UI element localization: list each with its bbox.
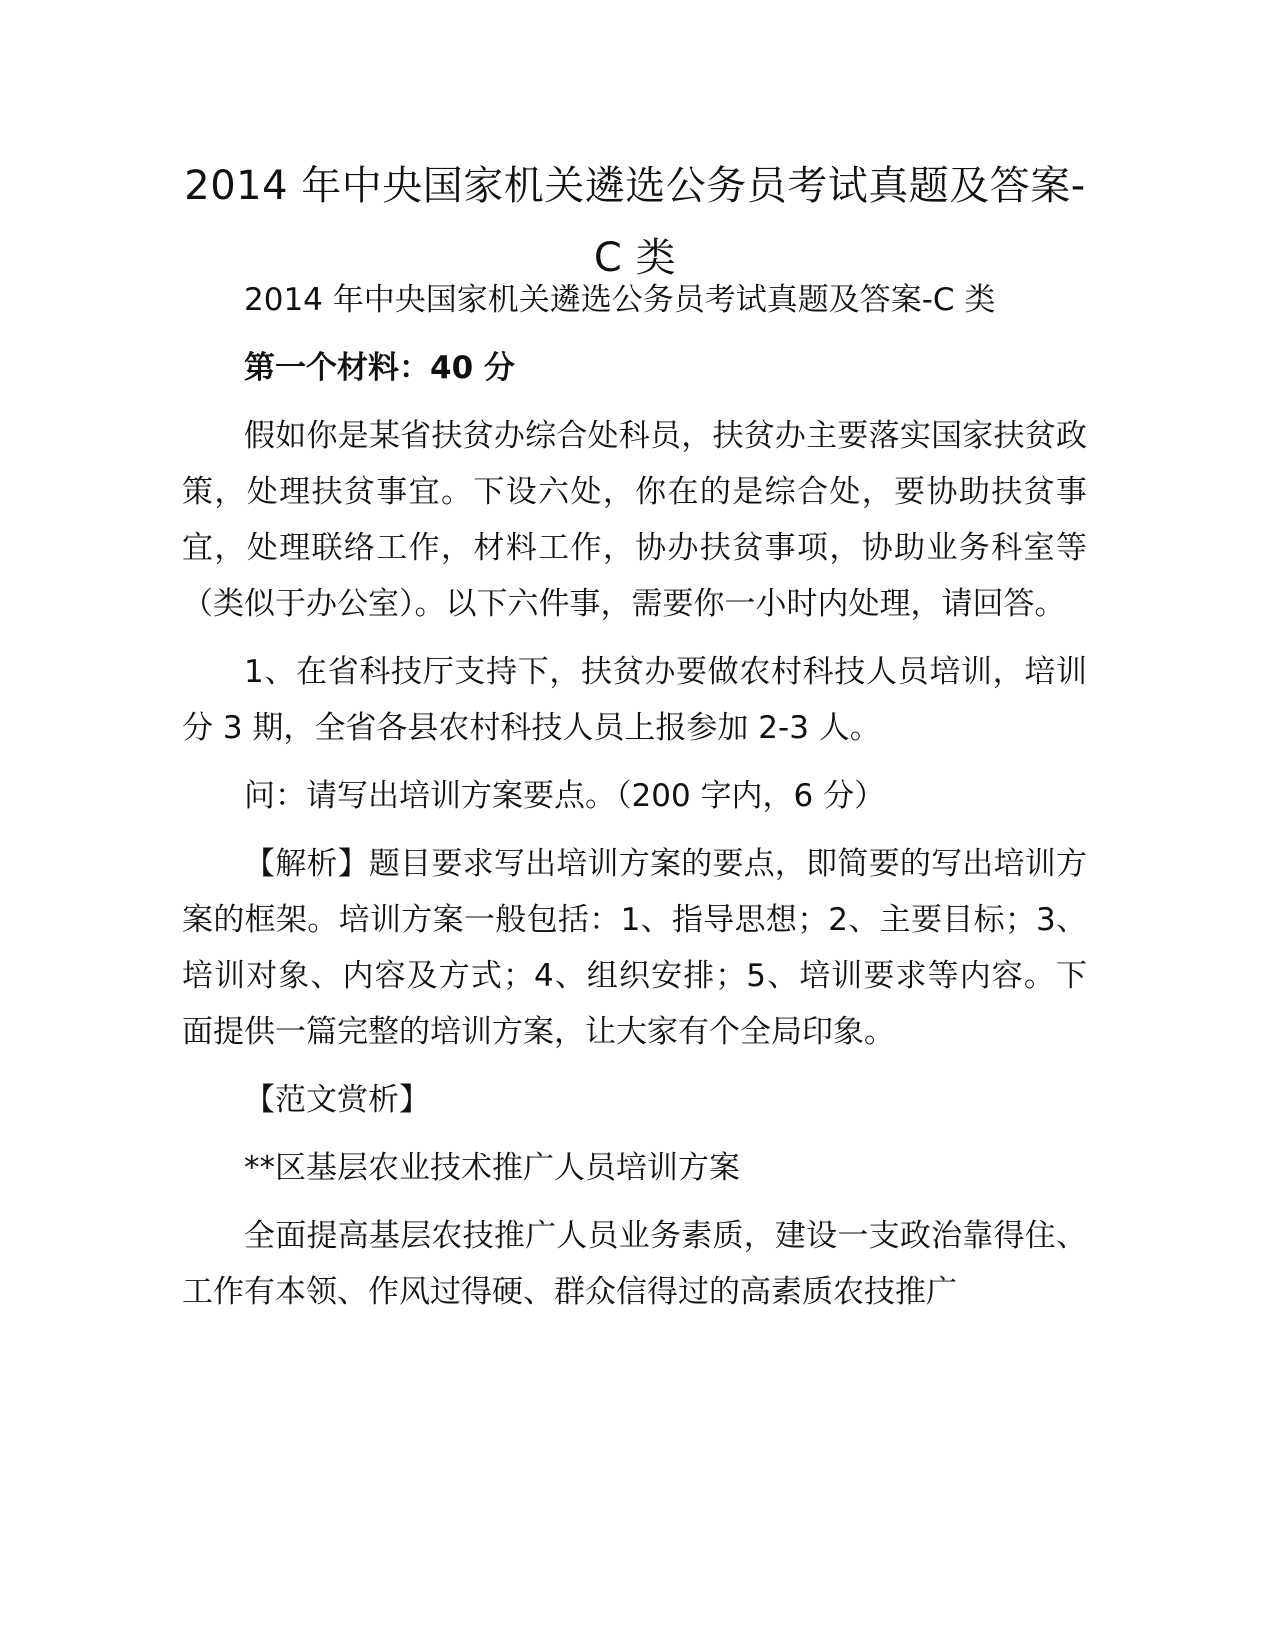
document-title: 2014 年中央国家机关遴选公务员考试真题及答案-C 类 [184,163,1086,281]
sample-title: **区基层农业技术推广人员培训方案 [244,1150,740,1186]
body-paragraph: 全面提高基层农技推广人员业务素质，建设一支政治靠得住、工作有本领、作风过得硬、群众信得过的高素质农技推广 [182,1218,1087,1310]
analysis-paragraph: 【解析】题目要求写出培训方案的要点，即简要的写出培训方案的框架。培训方案一般包括：1、指导思想；2、主要目标；3、培训对象、内容及方式；4、组织安排；5、培训要求等内容。下面提供一篇完整的培训方案，让大家有个全局印象。 [182,846,1087,1050]
document-body [182,272,1087,1332]
question-paragraph: 问：请写出培训方案要点。（200 字内，6 分） [244,778,886,814]
section-heading: 第一个材料：40 分 [244,350,515,386]
sample-heading: 【范文赏析】 [244,1082,430,1118]
body-paragraph: 假如你是某省扶贫办综合处科员，扶贫办主要落实国家扶贫政策，处理扶贫事宜。下设六处，你在的是综合处，要协助扶贫事宜，处理联络工作，材料工作，协办扶贫事项，协助业务科室等（类似于办公室）。以下六件事，需要你一小时内处理，请回答。 [182,418,1087,622]
body-paragraph: 1、在省科技厅支持下，扶贫办要做农村科技人员培训，培训分 3 期，全省各县农村科技人员上报参加 2-3 人。 [182,654,1087,746]
subtitle-paragraph: 2014 年中央国家机关遴选公务员考试真题及答案-C 类 [244,282,996,318]
